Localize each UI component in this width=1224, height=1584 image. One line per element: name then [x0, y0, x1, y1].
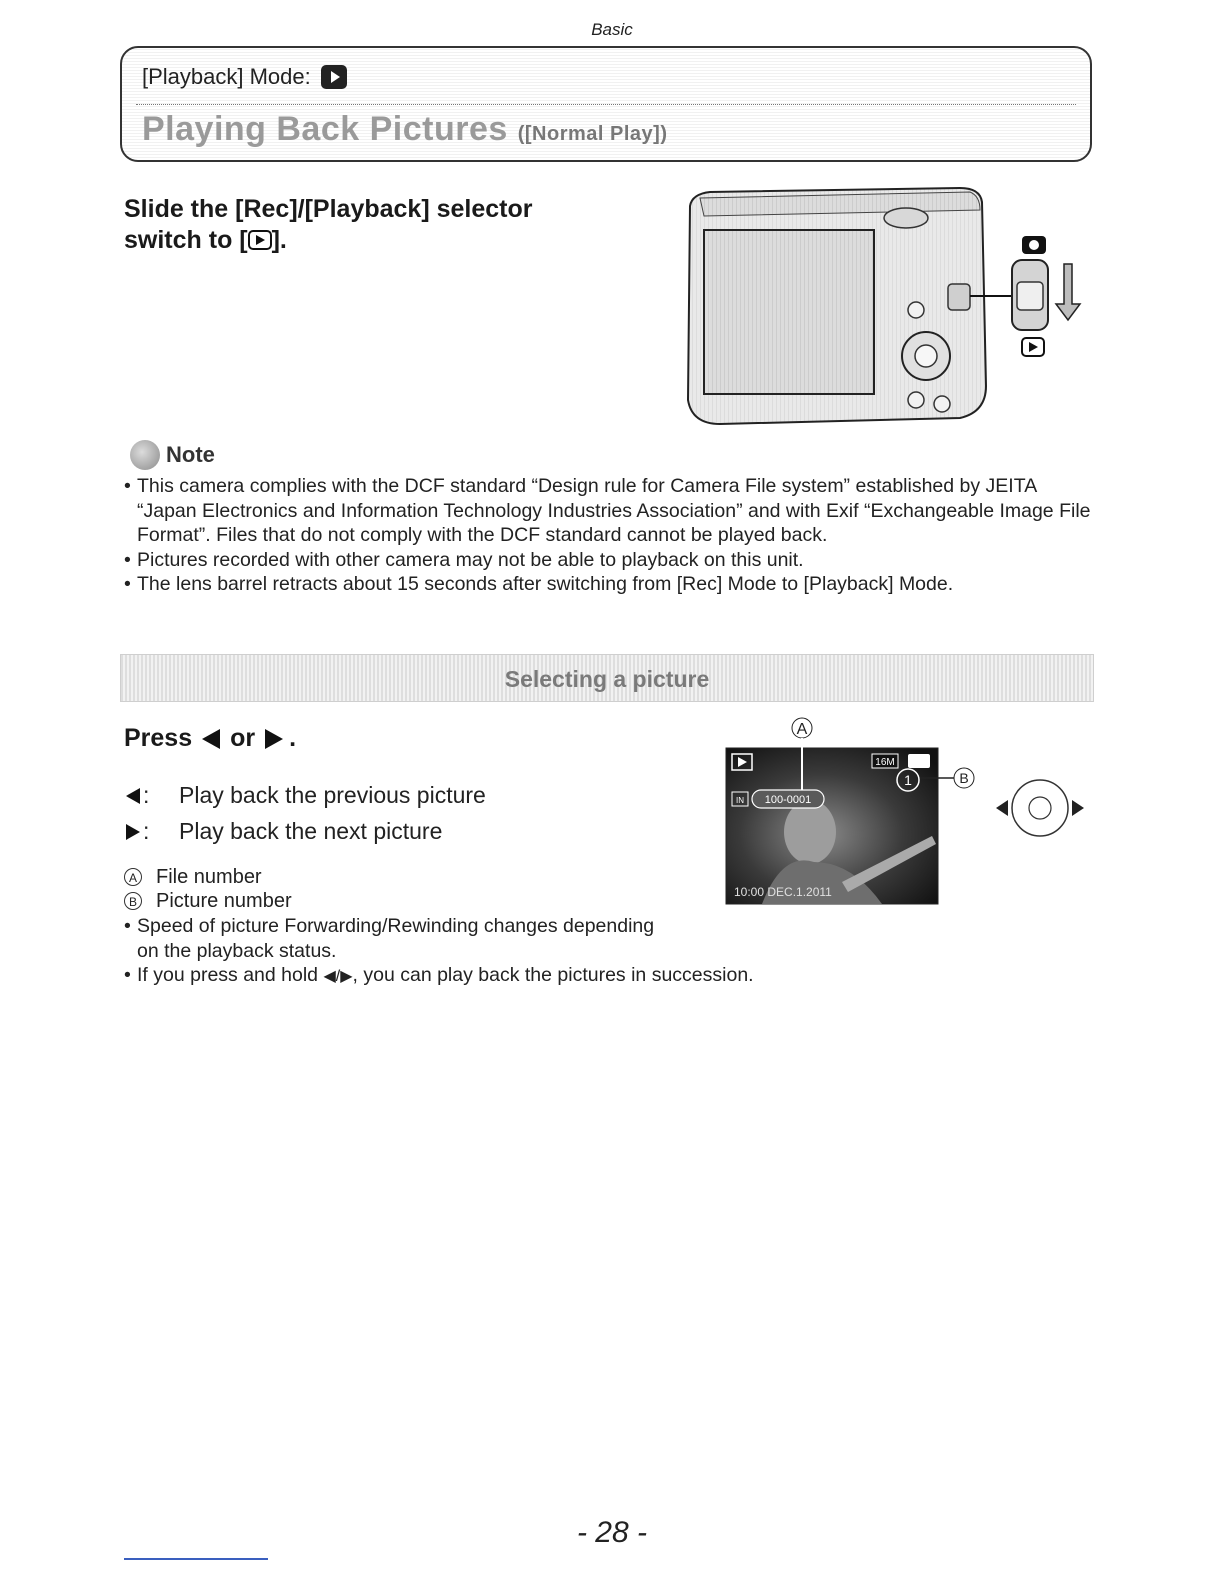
or-label: or — [230, 724, 256, 752]
legend-a-label: File number — [156, 866, 262, 888]
rec-mode-camera-icon — [1022, 236, 1046, 254]
playback-mode-icon — [321, 65, 347, 89]
step-line-2 — [124, 225, 644, 256]
section-bar-selecting-picture: Selecting a picture — [120, 654, 1094, 702]
note-label: Note — [166, 442, 215, 467]
previous-picture-text: Play back the previous picture — [179, 782, 486, 808]
next-picture-text: Play back the next picture — [179, 818, 443, 844]
left-arrow-icon — [126, 788, 140, 804]
previous-picture-row — [126, 782, 486, 809]
cursor-button-icon — [996, 780, 1084, 836]
callout-a-marker: A — [124, 868, 142, 886]
note-item: • This camera complies with the DCF standard “Design rule for Camera File system” established by JEITA “Japan Electronics and Information Technology Industries Association” and with Exif “Exchangeable Image File Format”. Files that do not comply with the DCF standard cannot be played back. — [124, 474, 1099, 548]
note-item: • Speed of picture Forwarding/Rewinding changes depending on the playback status. — [124, 914, 657, 963]
resolution-badge: 16M — [875, 757, 895, 768]
callout-b-marker: B — [124, 892, 142, 910]
playback-icon — [248, 230, 272, 250]
right-arrow-icon — [126, 824, 140, 840]
legend-b-label: Picture number — [156, 890, 292, 912]
left-arrow-icon — [202, 729, 220, 749]
note-item: • The lens barrel retracts about 15 seconds after switching from [Rec] Mode to [Playback] Mode. — [124, 572, 1099, 597]
press-period: . — [289, 724, 297, 752]
memory-indicator: IN — [736, 796, 744, 805]
control-dial-inner — [915, 345, 937, 367]
colon: : — [143, 782, 150, 808]
page-number: - 28 - — [576, 1516, 648, 1549]
note-list — [124, 474, 1099, 597]
page-title-main: Playing Back Pictures — [142, 110, 508, 148]
section-label: Basic — [591, 20, 633, 39]
note-item — [124, 963, 1104, 990]
page-title — [142, 110, 667, 149]
page-title-sub: ([Normal Play]) — [517, 123, 668, 145]
camera-back-illustration — [680, 186, 1090, 432]
hold-note-suffix: , you can play back the pictures in succession. — [352, 964, 754, 986]
step-line-2-prefix: switch to [ — [124, 226, 248, 254]
picture-number: 1 — [904, 772, 912, 788]
footnote-rule — [124, 1558, 268, 1560]
step-selector-instruction — [124, 194, 644, 256]
rec-playback-switch-on-body — [948, 284, 970, 310]
next-picture-row — [126, 818, 442, 845]
switch-down-arrow — [1056, 264, 1080, 320]
title-divider — [136, 104, 1076, 105]
playback-mode-small-icon — [1022, 338, 1044, 356]
lcd-screen — [704, 230, 874, 394]
callout-b-label: B — [959, 770, 969, 786]
callout-a-label: A — [796, 721, 808, 738]
display-button — [908, 392, 924, 408]
photo-subject-face — [784, 800, 836, 864]
delete-button — [934, 396, 950, 412]
battery-icon — [908, 754, 930, 768]
menu-button — [908, 302, 924, 318]
title-box — [120, 46, 1092, 162]
mode-label: [Playback] Mode: — [142, 64, 311, 89]
step-line-1: Slide the [Rec]/[Playback] selector — [124, 195, 533, 223]
date-time-readout: 10:00 DEC.1.2011 — [734, 885, 832, 899]
right-arrow-icon — [265, 729, 283, 749]
legend-picture-number — [124, 889, 292, 913]
selection-notes — [124, 914, 1104, 990]
note-icon — [130, 440, 160, 470]
switch-knob — [1017, 282, 1043, 310]
lcd-playback-illustration — [722, 712, 1102, 912]
mode-line — [142, 64, 347, 90]
note-heading — [130, 440, 215, 470]
legend-file-number — [124, 865, 262, 889]
hold-note-prefix: If you press and hold — [137, 964, 319, 986]
press-instruction — [124, 724, 296, 753]
colon: : — [143, 818, 150, 844]
left-right-arrows-icon: ◀/▶ — [323, 968, 353, 985]
press-label: Press — [124, 724, 193, 752]
shutter-button — [884, 208, 928, 228]
note-item: • Pictures recorded with other camera may not be able to playback on this unit. — [124, 548, 1099, 573]
step-line-2-suffix: ]. — [271, 226, 287, 254]
file-number: 100-0001 — [764, 794, 812, 806]
